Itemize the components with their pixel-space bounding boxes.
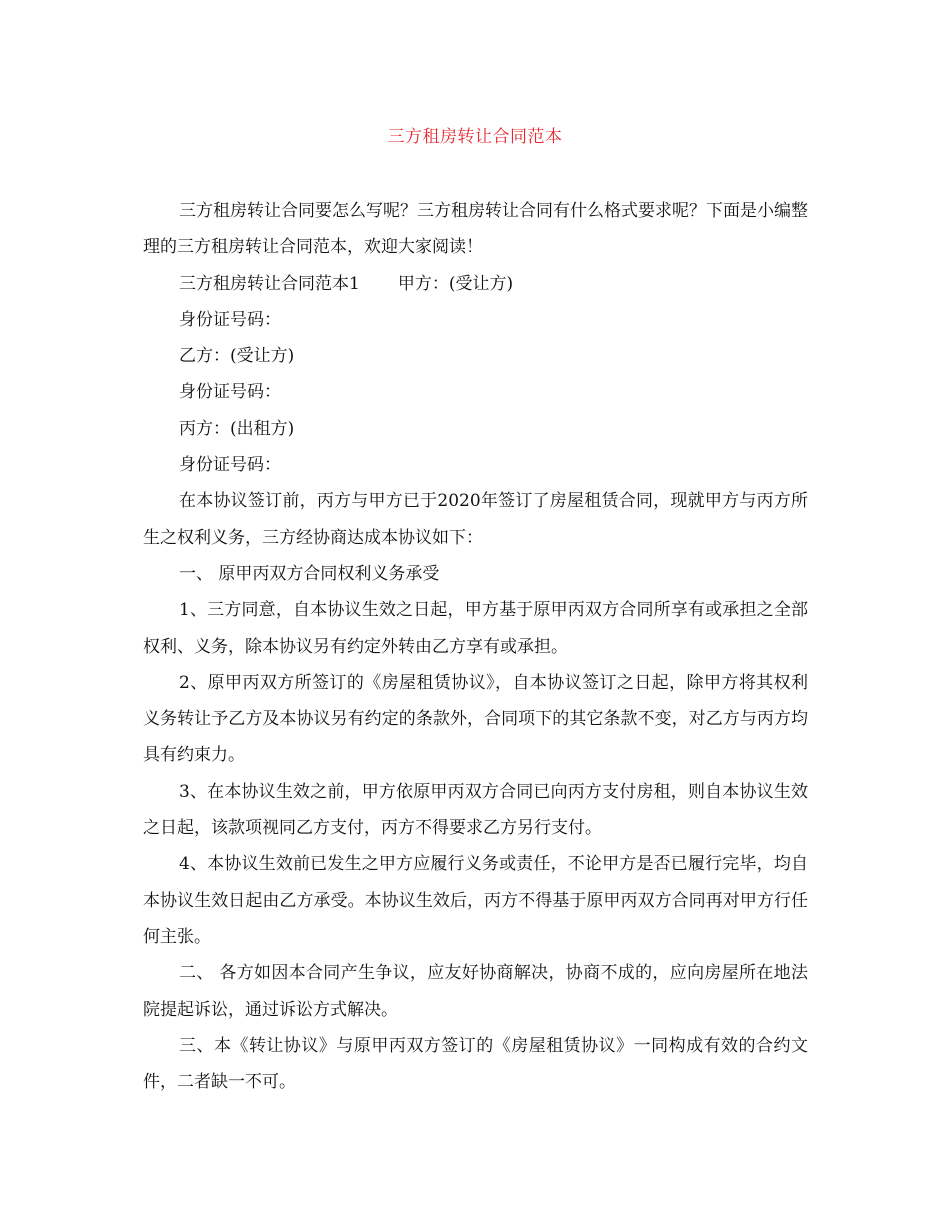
document-title: 三方租房转让合同范本 <box>387 127 563 147</box>
clause-4: 4、本协议生效前已发生之甲方应履行义务或责任，不论甲方是否已履行完毕，均自本协议生效日起由乙方承受。本协议生效后，丙方不得基于原甲丙双方合同再对甲方行任何主张。 <box>143 854 808 947</box>
clause-1: 1、三方同意，自本协议生效之日起，甲方基于原甲丙双方合同所享有或承担之全部权利、义务，除本协议另有约定外转由乙方享有或承担。 <box>143 600 808 657</box>
clause-2: 2、原甲丙双方所签订的《房屋租赁协议》，自本协议签订之日起，除甲方将其权利义务转让予乙方及本协议另有约定的条款外，合同项下的其它条款不变，对乙方与丙方均具有约束力。 <box>143 672 808 766</box>
party-b-label: 乙方：(受让方) <box>179 346 295 367</box>
document-body <box>143 193 808 1100</box>
intro-paragraph: 三方租房转让合同要怎么写呢？三方租房转让合同有什么格式要求呢？下面是小编整理的三方租房转让合同范本，欢迎大家阅读！ <box>143 201 808 258</box>
party-b-id-label: 身份证号码： <box>179 382 281 403</box>
party-a-label: 甲方：(受让方) <box>397 273 514 294</box>
party-c-id-label: 身份证号码： <box>179 455 281 476</box>
party-c-label: 丙方：(出租方) <box>179 418 295 439</box>
preamble-paragraph: 在本协议签订前，丙方与甲方已于2020年签订了房屋租赁合同，现就甲方与丙方所生之权利义务，三方经协商达成本协议如下： <box>143 491 808 548</box>
section-three: 三、本《转让协议》与原甲丙双方签订的《房屋租赁协议》一同构成有效的合约文件，二者缺一不可。 <box>143 1035 808 1093</box>
party-a-id-label: 身份证号码： <box>179 309 281 330</box>
sample-heading: 三方租房转让合同范本1 <box>179 273 360 294</box>
section-one-heading: 一、 原甲丙双方合同权利义务承受 <box>179 563 440 584</box>
sample-heading-line <box>143 266 808 302</box>
clause-3: 3、在本协议生效之前，甲方依原甲丙双方合同已向丙方支付房租，则自本协议生效之日起，该款项视同乙方支付，丙方不得要求乙方另行支付。 <box>143 781 808 839</box>
section-two: 二、 各方如因本合同产生争议，应友好协商解决，协商不成的，应向房屋所在地法院提起诉讼，通过诉讼方式解决。 <box>143 963 808 1020</box>
